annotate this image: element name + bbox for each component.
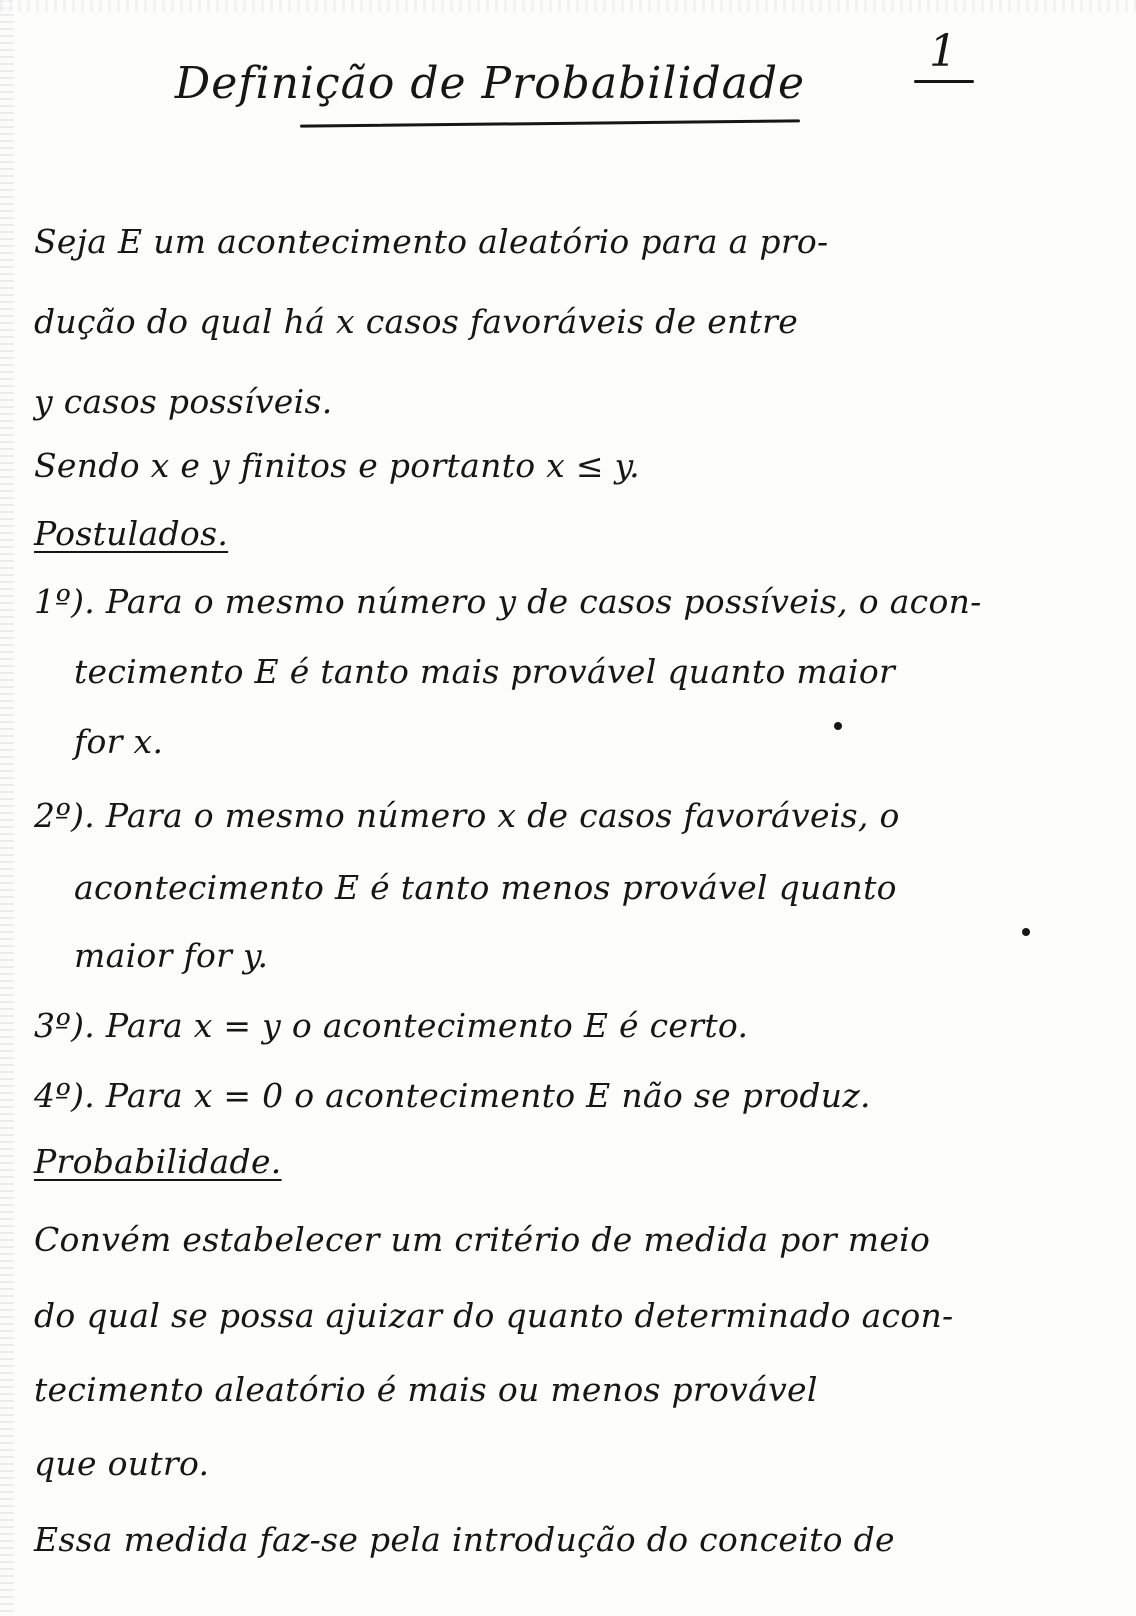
text-line-18: que outro.: [34, 1444, 210, 1483]
text-line-19: Essa medida faz-se pela introdução do conceito de: [34, 1520, 895, 1559]
text-line-8: for x.: [74, 722, 164, 761]
text-line-1: Seja E um acontecimento aleatório para a pro-: [34, 222, 829, 261]
text-line-12: 3º). Para x = y o acontecimento E é certo.: [34, 1006, 749, 1045]
ink-blot: [834, 722, 842, 730]
text-line-4: Sendo x e y finitos e portanto x ≤ y.: [34, 446, 640, 485]
title-underline: [300, 119, 800, 127]
page-title: Definição de Probabilidade: [174, 58, 806, 109]
text-line-13: 4º). Para x = 0 o acontecimento E não se produz.: [34, 1076, 871, 1115]
ink-blot: [1022, 928, 1030, 936]
text-line-2: dução do qual há x casos favoráveis de entre: [34, 302, 799, 341]
page-number-underline: [914, 80, 974, 83]
text-line-16: do qual se possa ajuizar do quanto determinado acon-: [34, 1296, 954, 1335]
text-line-7: tecimento E é tanto mais provável quanto maior: [74, 652, 896, 691]
section-heading-postulados: Postulados.: [34, 514, 229, 553]
text-line-11: maior for y.: [74, 936, 269, 975]
scan-edge-noise: [0, 0, 14, 1616]
text-line-9: 2º). Para o mesmo número x de casos favoráveis, o: [34, 796, 900, 835]
scan-top-noise: [0, 0, 1136, 12]
text-line-3: y casos possíveis.: [34, 382, 333, 421]
text-line-10: acontecimento E é tanto menos provável quanto: [74, 868, 897, 907]
text-line-17: tecimento aleatório é mais ou menos provável: [34, 1370, 818, 1409]
section-heading-probabilidade: Probabilidade.: [34, 1142, 282, 1181]
page-number: 1: [929, 26, 957, 77]
text-line-15: Convém estabelecer um critério de medida por meio: [34, 1220, 931, 1259]
text-line-6: 1º). Para o mesmo número y de casos possíveis, o acon-: [34, 582, 982, 621]
